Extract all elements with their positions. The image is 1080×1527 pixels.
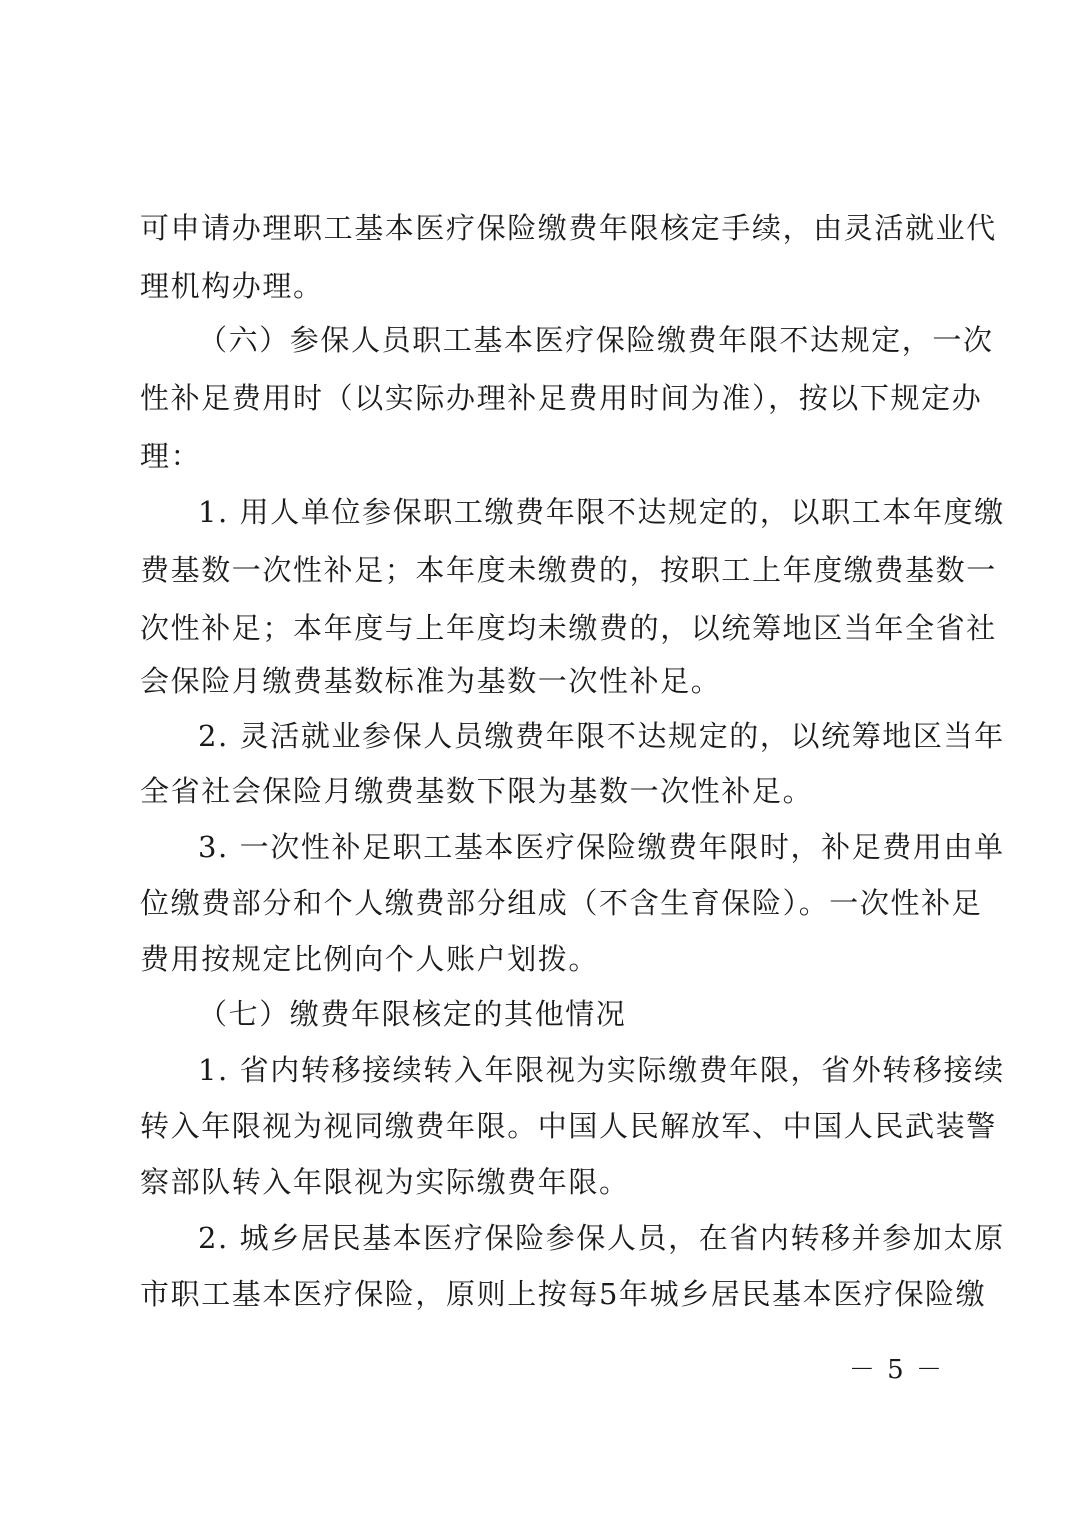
- paragraph-line: 市职工基本医疗保险，原则上按每5年城乡居民基本医疗保险缴: [140, 1277, 987, 1311]
- paragraph-line: 转入年限视为视同缴费年限。中国人民解放军、中国人民武装警: [140, 1109, 997, 1143]
- section-heading-line: （六）参保人员职工基本医疗保险缴费年限不达规定，一次: [198, 323, 994, 357]
- paragraph-line: 全省社会保险月缴费基数下限为基数一次性补足。: [140, 774, 814, 808]
- list-item-line: 2. 城乡居民基本医疗保险参保人员，在省内转移并参加太原: [198, 1221, 1005, 1255]
- section-heading-line: （七）缴费年限核定的其他情况: [198, 997, 627, 1031]
- paragraph-line: 察部队转入年限视为实际缴费年限。: [140, 1165, 630, 1199]
- list-item-line: 3. 一次性补足职工基本医疗保险缴费年限时，补足费用由单: [198, 830, 1005, 864]
- list-item-line: 1. 省内转移接续转入年限视为实际缴费年限，省外转移接续: [198, 1053, 1005, 1087]
- paragraph-line: 可申请办理职工基本医疗保险缴费年限核定手续，由灵活就业代: [140, 211, 997, 245]
- paragraph-line: 理：: [140, 439, 202, 473]
- page-number: － 5 －: [848, 1355, 944, 1385]
- paragraph-line: 费基数一次性补足；本年度未缴费的，按职工上年度缴费基数一: [140, 553, 997, 587]
- list-item-line: 1. 用人单位参保职工缴费年限不达规定的，以职工本年度缴: [198, 495, 1005, 529]
- list-item-line: 2. 灵活就业参保人员缴费年限不达规定的，以统筹地区当年: [198, 719, 1005, 753]
- paragraph-line: 费用按规定比例向个人账户划拨。: [140, 942, 600, 976]
- paragraph-line: 次性补足；本年度与上年度均未缴费的，以统筹地区当年全省社: [140, 611, 997, 645]
- paragraph-line: 会保险月缴费基数标准为基数一次性补足。: [140, 664, 722, 698]
- paragraph-line: 位缴费部分和个人缴费部分组成（不含生育保险）。一次性补足: [140, 886, 983, 920]
- paragraph-line: 性补足费用时（以实际办理补足费用时间为准），按以下规定办: [140, 381, 983, 415]
- paragraph-line: 理机构办理。: [140, 269, 324, 303]
